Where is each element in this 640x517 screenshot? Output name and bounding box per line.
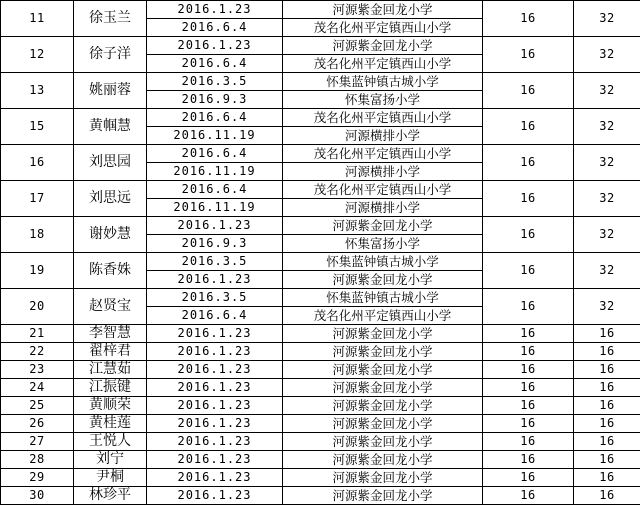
row-number: 16 <box>1 145 74 181</box>
session-hours: 16 <box>483 487 574 505</box>
table-row <box>1 1 640 19</box>
table-row <box>1 343 640 361</box>
session-date: 2016.3.5 <box>147 253 283 271</box>
table-row <box>1 325 640 343</box>
session-school: 怀集富扬小学 <box>283 91 483 109</box>
person-name: 黄帼慧 <box>74 109 147 145</box>
session-school: 怀集富扬小学 <box>283 235 483 253</box>
session-date: 2016.1.23 <box>147 469 283 487</box>
row-number: 28 <box>1 451 74 469</box>
session-date: 2016.1.23 <box>147 1 283 19</box>
row-number: 21 <box>1 325 74 343</box>
row-number: 23 <box>1 361 74 379</box>
session-school: 河源紫金回龙小学 <box>283 271 483 289</box>
row-number: 25 <box>1 397 74 415</box>
session-hours: 16 <box>483 37 574 73</box>
session-date: 2016.6.4 <box>147 109 283 127</box>
table-row <box>1 73 640 91</box>
session-school: 河源紫金回龙小学 <box>283 325 483 343</box>
session-hours: 16 <box>483 379 574 397</box>
row-number: 18 <box>1 217 74 253</box>
session-hours: 16 <box>483 343 574 361</box>
row-number: 19 <box>1 253 74 289</box>
table-row <box>1 451 640 469</box>
table-row <box>1 145 640 163</box>
session-date: 2016.1.23 <box>147 361 283 379</box>
total-hours: 32 <box>574 253 640 289</box>
person-name: 黄顺荣 <box>74 397 147 415</box>
session-school: 怀集蓝钟镇古城小学 <box>283 289 483 307</box>
session-hours: 16 <box>483 289 574 325</box>
row-number: 17 <box>1 181 74 217</box>
session-hours: 16 <box>483 433 574 451</box>
session-date: 2016.1.23 <box>147 271 283 289</box>
total-hours: 32 <box>574 181 640 217</box>
total-hours: 16 <box>574 415 640 433</box>
session-date: 2016.1.23 <box>147 343 283 361</box>
session-date: 2016.9.3 <box>147 91 283 109</box>
person-name: 江振键 <box>74 379 147 397</box>
session-date: 2016.1.23 <box>147 379 283 397</box>
table-row <box>1 181 640 199</box>
total-hours: 32 <box>574 145 640 181</box>
total-hours: 16 <box>574 343 640 361</box>
session-date: 2016.6.4 <box>147 181 283 199</box>
session-date: 2016.3.5 <box>147 289 283 307</box>
person-name: 刘宁 <box>74 451 147 469</box>
session-school: 河源紫金回龙小学 <box>283 217 483 235</box>
table-row <box>1 397 640 415</box>
person-name: 谢妙慧 <box>74 217 147 253</box>
session-hours: 16 <box>483 451 574 469</box>
table-row <box>1 469 640 487</box>
total-hours: 16 <box>574 379 640 397</box>
session-school: 茂名化州平定镇西山小学 <box>283 19 483 37</box>
person-name: 翟梓君 <box>74 343 147 361</box>
session-hours: 16 <box>483 253 574 289</box>
session-date: 2016.1.23 <box>147 37 283 55</box>
total-hours: 32 <box>574 73 640 109</box>
total-hours: 16 <box>574 397 640 415</box>
person-name: 黄桂莲 <box>74 415 147 433</box>
session-hours: 16 <box>483 73 574 109</box>
session-date: 2016.3.5 <box>147 73 283 91</box>
total-hours: 16 <box>574 325 640 343</box>
session-school: 茂名化州平定镇西山小学 <box>283 145 483 163</box>
total-hours: 16 <box>574 487 640 505</box>
table-row <box>1 289 640 307</box>
row-number: 27 <box>1 433 74 451</box>
session-date: 2016.1.23 <box>147 433 283 451</box>
table-row <box>1 253 640 271</box>
person-name: 林珍平 <box>74 487 147 505</box>
session-school: 茂名化州平定镇西山小学 <box>283 109 483 127</box>
session-date: 2016.1.23 <box>147 217 283 235</box>
session-date: 2016.1.23 <box>147 415 283 433</box>
table-row <box>1 37 640 55</box>
session-date: 2016.6.4 <box>147 19 283 37</box>
session-school: 河源紫金回龙小学 <box>283 343 483 361</box>
person-name: 赵贤宝 <box>74 289 147 325</box>
session-hours: 16 <box>483 109 574 145</box>
row-number: 26 <box>1 415 74 433</box>
row-number: 15 <box>1 109 74 145</box>
table-row <box>1 433 640 451</box>
person-name: 陈香姝 <box>74 253 147 289</box>
session-school: 河源横排小学 <box>283 163 483 181</box>
table-row <box>1 217 640 235</box>
session-school: 河源紫金回龙小学 <box>283 379 483 397</box>
session-date: 2016.6.4 <box>147 145 283 163</box>
total-hours: 32 <box>574 289 640 325</box>
session-school: 河源紫金回龙小学 <box>283 1 483 19</box>
session-hours: 16 <box>483 217 574 253</box>
session-hours: 16 <box>483 469 574 487</box>
person-name: 尹桐 <box>74 469 147 487</box>
session-date: 2016.11.19 <box>147 199 283 217</box>
table-row <box>1 109 640 127</box>
table-body <box>1 1 640 505</box>
session-date: 2016.11.19 <box>147 127 283 145</box>
session-school: 河源紫金回龙小学 <box>283 415 483 433</box>
session-school: 怀集蓝钟镇古城小学 <box>283 253 483 271</box>
row-number: 22 <box>1 343 74 361</box>
person-name: 刘思远 <box>74 181 147 217</box>
person-name: 刘思园 <box>74 145 147 181</box>
total-hours: 16 <box>574 469 640 487</box>
session-school: 河源紫金回龙小学 <box>283 397 483 415</box>
table-row <box>1 415 640 433</box>
person-name: 姚丽蓉 <box>74 73 147 109</box>
total-hours: 16 <box>574 451 640 469</box>
session-school: 茂名化州平定镇西山小学 <box>283 55 483 73</box>
session-school: 茂名化州平定镇西山小学 <box>283 307 483 325</box>
row-number: 29 <box>1 469 74 487</box>
session-school: 河源紫金回龙小学 <box>283 433 483 451</box>
person-name: 徐子洋 <box>74 37 147 73</box>
table-row <box>1 487 640 505</box>
session-school: 河源横排小学 <box>283 127 483 145</box>
table-row <box>1 361 640 379</box>
row-number: 20 <box>1 289 74 325</box>
row-number: 24 <box>1 379 74 397</box>
table-row <box>1 379 640 397</box>
session-date: 2016.11.19 <box>147 163 283 181</box>
session-school: 河源紫金回龙小学 <box>283 487 483 505</box>
total-hours: 16 <box>574 433 640 451</box>
session-date: 2016.1.23 <box>147 397 283 415</box>
session-hours: 16 <box>483 1 574 37</box>
session-hours: 16 <box>483 145 574 181</box>
session-date: 2016.1.23 <box>147 451 283 469</box>
session-date: 2016.9.3 <box>147 235 283 253</box>
session-school: 河源紫金回龙小学 <box>283 37 483 55</box>
total-hours: 16 <box>574 361 640 379</box>
row-number: 12 <box>1 37 74 73</box>
row-number: 13 <box>1 73 74 109</box>
session-date: 2016.6.4 <box>147 307 283 325</box>
row-number: 11 <box>1 1 74 37</box>
session-date: 2016.1.23 <box>147 487 283 505</box>
person-name: 李智慧 <box>74 325 147 343</box>
session-hours: 16 <box>483 325 574 343</box>
session-hours: 16 <box>483 415 574 433</box>
row-number: 30 <box>1 487 74 505</box>
total-hours: 32 <box>574 37 640 73</box>
total-hours: 32 <box>574 1 640 37</box>
session-hours: 16 <box>483 181 574 217</box>
session-school: 河源紫金回龙小学 <box>283 361 483 379</box>
session-school: 怀集蓝钟镇古城小学 <box>283 73 483 91</box>
person-name: 江慧茹 <box>74 361 147 379</box>
total-hours: 32 <box>574 109 640 145</box>
session-school: 河源横排小学 <box>283 199 483 217</box>
session-date: 2016.6.4 <box>147 55 283 73</box>
person-name: 王悦人 <box>74 433 147 451</box>
session-school: 河源紫金回龙小学 <box>283 451 483 469</box>
session-date: 2016.1.23 <box>147 325 283 343</box>
total-hours: 32 <box>574 217 640 253</box>
session-school: 茂名化州平定镇西山小学 <box>283 181 483 199</box>
session-hours: 16 <box>483 397 574 415</box>
session-hours: 16 <box>483 361 574 379</box>
person-name: 徐玉兰 <box>74 1 147 37</box>
session-school: 河源紫金回龙小学 <box>283 469 483 487</box>
